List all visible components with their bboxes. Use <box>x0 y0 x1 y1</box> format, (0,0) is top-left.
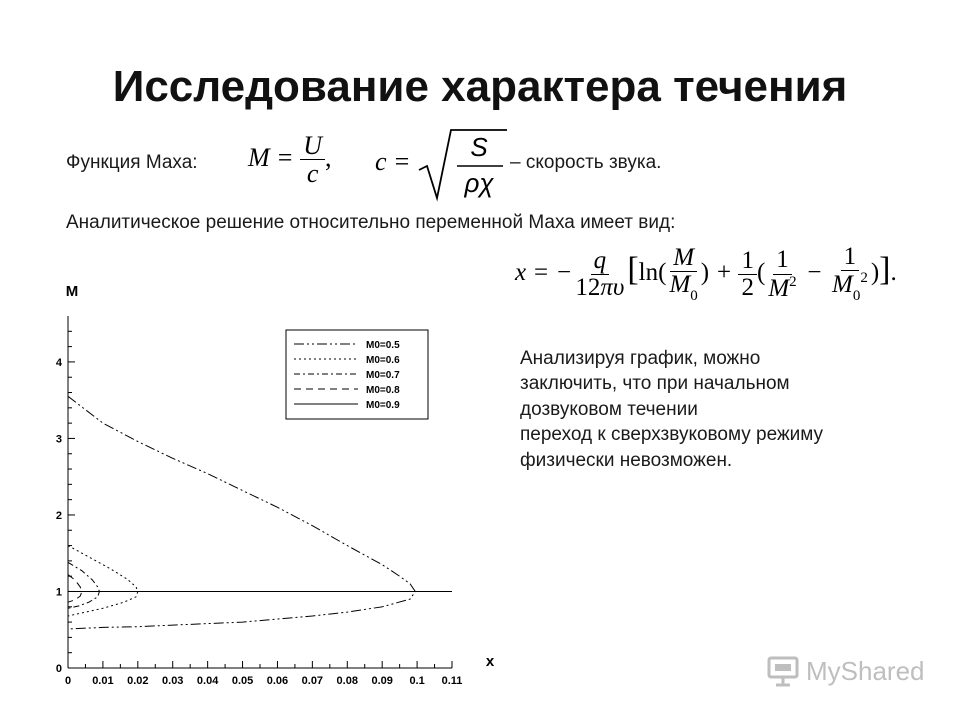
conclusion-text <box>520 346 823 473</box>
conclusion-line: переход к сверхзвуковому режиму <box>520 424 824 446</box>
mach-chart <box>0 270 500 690</box>
sound-speed-formula: c = S ρχ <box>375 126 507 202</box>
y-axis-label: M <box>65 283 79 300</box>
chart-series <box>68 396 452 629</box>
svg-text:S: S <box>470 132 488 162</box>
analytic-formula: x = − $\frac{q}{12\pi\upsilon}$ [ln( $\frac{M}{M_0}$ ) + $\frac{1}{2}$ ( $\frac{1}{M^2}$ − $\frac{1}{M_0^2}$ )]. <box>515 243 897 305</box>
chart-legend <box>286 330 428 419</box>
conclusion-line: дозвуковом течении <box>520 398 698 420</box>
x-tick-label: 0.05 <box>231 675 254 687</box>
legend-label: M0=0.7 <box>366 370 400 381</box>
series-line <box>68 396 415 629</box>
legend-box <box>286 330 428 419</box>
y-tick-label: 2 <box>55 509 62 522</box>
x-tick-label: 0.1 <box>409 675 425 687</box>
x-tick-label: 0.01 <box>92 675 114 687</box>
watermark-text: MyShared <box>806 655 925 686</box>
x-tick-label: 0.02 <box>127 675 149 687</box>
watermark <box>766 654 925 688</box>
legend-label: M0=0.8 <box>366 385 400 396</box>
x-tick-label: 0.03 <box>162 675 184 687</box>
y-tick-label: 1 <box>55 586 62 599</box>
y-tick-label: 4 <box>55 356 62 369</box>
legend-label: M0=0.9 <box>366 400 400 411</box>
series-line <box>68 546 138 616</box>
x-tick-label: 0.09 <box>371 675 393 687</box>
presentation-board-icon <box>766 654 800 688</box>
y-tick-label: 0 <box>55 663 62 675</box>
conclusion-line: физически невозможен. <box>520 449 733 471</box>
mach-function-label: Функция Маха: <box>66 152 198 173</box>
x-tick-label: 0.04 <box>196 675 219 687</box>
x-tick-label: 0.11 <box>441 675 463 687</box>
slide-title: Исследование характера течения <box>112 62 848 111</box>
x-tick-label: 0.06 <box>266 675 289 687</box>
sound-speed-note: – скорость звука. <box>510 152 662 173</box>
y-tick-label: 3 <box>55 433 62 446</box>
series-line <box>68 562 99 608</box>
legend-label: M0=0.5 <box>366 340 400 351</box>
conclusion-line: Анализируя график, можно <box>520 348 761 369</box>
x-axis-label: x <box>485 653 495 670</box>
conclusion-line: заключить, что при начальном <box>520 373 790 395</box>
x-tick-label: 0.08 <box>336 675 358 687</box>
x-tick-label: 0.07 <box>301 675 324 687</box>
analytic-solution-line: Аналитическое решение относительно переменной Маха имеет вид: <box>66 212 676 233</box>
square-root-icon <box>417 126 507 202</box>
x-tick-label: 0 <box>64 675 72 687</box>
series-line <box>68 575 82 603</box>
svg-text:ρχ: ρχ <box>464 168 494 198</box>
mach-formula: M = $\frac{U}{c}$ , <box>248 131 332 189</box>
legend-label: M0=0.6 <box>366 355 400 366</box>
